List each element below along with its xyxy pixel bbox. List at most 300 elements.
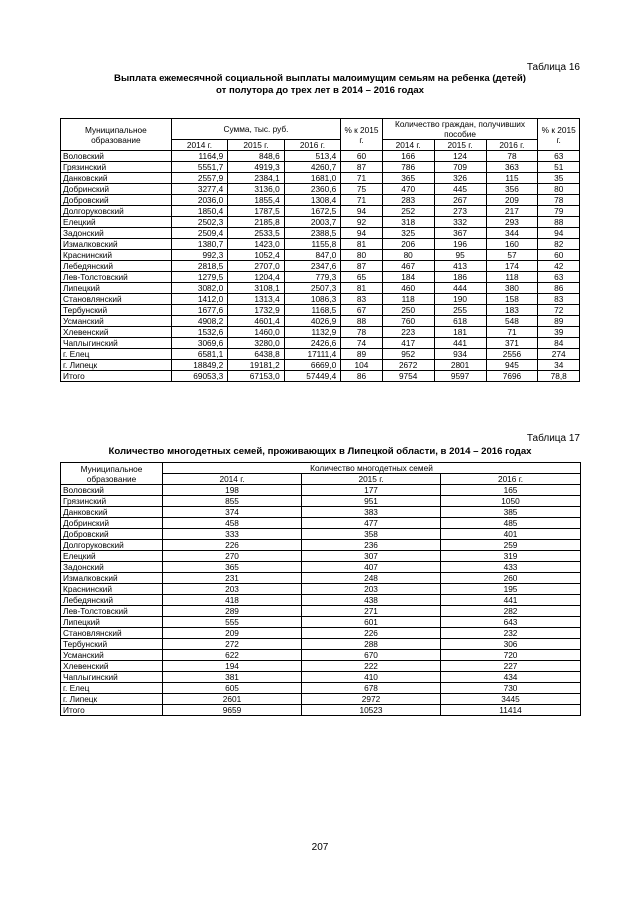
value-cell: 227 xyxy=(441,661,581,672)
value-cell: 441 xyxy=(441,595,581,606)
municipal-name-cell: Краснинский xyxy=(61,584,163,595)
value-cell: 1155,8 xyxy=(284,239,341,250)
value-cell: 222 xyxy=(302,661,441,672)
value-cell: 367 xyxy=(434,228,486,239)
table16 xyxy=(60,118,580,382)
value-cell: 86 xyxy=(341,371,383,382)
table-row xyxy=(61,294,580,305)
value-cell: 67153,0 xyxy=(228,371,285,382)
value-cell: 4026,9 xyxy=(284,316,341,327)
table-row xyxy=(61,305,580,316)
municipal-name-cell: Чаплыгинский xyxy=(61,672,163,683)
municipal-name-cell: г. Елец xyxy=(61,683,163,694)
table-row xyxy=(61,151,580,162)
value-cell: 289 xyxy=(163,606,302,617)
value-cell: 1423,0 xyxy=(228,239,285,250)
value-cell: 513,4 xyxy=(284,151,341,162)
table-row xyxy=(61,316,580,327)
value-cell: 72 xyxy=(538,305,580,316)
value-cell: 174 xyxy=(486,261,538,272)
table-row xyxy=(61,360,580,371)
value-cell: 307 xyxy=(302,551,441,562)
municipal-name-cell: Воловский xyxy=(61,151,172,162)
value-cell: 555 xyxy=(163,617,302,628)
value-cell: 60 xyxy=(341,151,383,162)
value-cell: 80 xyxy=(341,250,383,261)
value-cell: 2557,9 xyxy=(171,173,228,184)
table16-caption: Таблица 16 xyxy=(526,62,580,73)
table-row xyxy=(61,573,581,584)
value-cell: 3108,1 xyxy=(228,283,285,294)
value-cell: 2601 xyxy=(163,694,302,705)
value-cell: 1050 xyxy=(441,496,581,507)
table-row xyxy=(61,228,580,239)
value-cell: 89 xyxy=(341,349,383,360)
value-cell: 477 xyxy=(302,518,441,529)
value-cell: 1052,4 xyxy=(228,250,285,261)
table-row xyxy=(61,217,580,228)
value-cell: 94 xyxy=(341,228,383,239)
value-cell: 670 xyxy=(302,650,441,661)
header-sum-2016: 2016 г. xyxy=(284,140,341,151)
municipal-name-cell: Елецкий xyxy=(61,551,163,562)
value-cell: 271 xyxy=(302,606,441,617)
value-cell: 6581,1 xyxy=(171,349,228,360)
value-cell: 470 xyxy=(382,184,434,195)
value-cell: 190 xyxy=(434,294,486,305)
value-cell: 84 xyxy=(538,338,580,349)
value-cell: 104 xyxy=(341,360,383,371)
value-cell: 7696 xyxy=(486,371,538,382)
value-cell: 74 xyxy=(341,338,383,349)
municipal-name-cell: Усманский xyxy=(61,650,163,661)
value-cell: 383 xyxy=(302,507,441,518)
value-cell: 374 xyxy=(163,507,302,518)
value-cell: 6669,0 xyxy=(284,360,341,371)
value-cell: 51 xyxy=(538,162,580,173)
value-cell: 344 xyxy=(486,228,538,239)
header17-2016: 2016 г. xyxy=(441,474,581,485)
value-cell: 485 xyxy=(441,518,581,529)
value-cell: 410 xyxy=(302,672,441,683)
value-cell: 5551,7 xyxy=(171,162,228,173)
table-row xyxy=(61,672,581,683)
municipal-name-cell: Лебедянский xyxy=(61,595,163,606)
value-cell: 9754 xyxy=(382,371,434,382)
header-sum: Сумма, тыс. руб. xyxy=(171,119,341,140)
value-cell: 63 xyxy=(538,151,580,162)
value-cell: 1672,5 xyxy=(284,206,341,217)
value-cell: 226 xyxy=(163,540,302,551)
value-cell: 181 xyxy=(434,327,486,338)
municipal-name-cell: Липецкий xyxy=(61,283,172,294)
value-cell: 458 xyxy=(163,518,302,529)
municipal-name-cell: Елецкий xyxy=(61,217,172,228)
value-cell: 34 xyxy=(538,360,580,371)
value-cell: 283 xyxy=(382,195,434,206)
municipal-name-cell: Данковский xyxy=(61,507,163,518)
value-cell: 63 xyxy=(538,272,580,283)
table-row xyxy=(61,250,580,261)
municipal-name-cell: Воловский xyxy=(61,485,163,496)
value-cell: 1279,5 xyxy=(171,272,228,283)
value-cell: 75 xyxy=(341,184,383,195)
table-row xyxy=(61,261,580,272)
table-row xyxy=(61,173,580,184)
table-row xyxy=(61,239,580,250)
header17-2014: 2014 г. xyxy=(163,474,302,485)
municipal-name-cell: г. Липецк xyxy=(61,360,172,371)
value-cell: 293 xyxy=(486,217,538,228)
value-cell: 2185,8 xyxy=(228,217,285,228)
value-cell: 2003,7 xyxy=(284,217,341,228)
value-cell: 1850,4 xyxy=(171,206,228,217)
value-cell: 418 xyxy=(163,595,302,606)
value-cell: 71 xyxy=(341,195,383,206)
table-row xyxy=(61,327,580,338)
value-cell: 83 xyxy=(341,294,383,305)
value-cell: 356 xyxy=(486,184,538,195)
table-row xyxy=(61,661,581,672)
table-row xyxy=(61,628,581,639)
table17 xyxy=(60,462,581,716)
value-cell: 88 xyxy=(341,316,383,327)
value-cell: 381 xyxy=(163,672,302,683)
value-cell: 17111,4 xyxy=(284,349,341,360)
value-cell: 6438,8 xyxy=(228,349,285,360)
value-cell: 2036,0 xyxy=(171,195,228,206)
value-cell: 232 xyxy=(441,628,581,639)
value-cell: 35 xyxy=(538,173,580,184)
value-cell: 385 xyxy=(441,507,581,518)
value-cell: 2507,3 xyxy=(284,283,341,294)
value-cell: 209 xyxy=(486,195,538,206)
value-cell: 4908,2 xyxy=(171,316,228,327)
value-cell: 2556 xyxy=(486,349,538,360)
value-cell: 267 xyxy=(434,195,486,206)
municipal-name-cell: Добровский xyxy=(61,529,163,540)
value-cell: 325 xyxy=(382,228,434,239)
value-cell: 371 xyxy=(486,338,538,349)
municipal-name-cell: Чаплыгинский xyxy=(61,338,172,349)
municipal-name-cell: Долгоруковский xyxy=(61,206,172,217)
value-cell: 184 xyxy=(382,272,434,283)
value-cell: 951 xyxy=(302,496,441,507)
value-cell: 198 xyxy=(163,485,302,496)
municipal-name-cell: Усманский xyxy=(61,316,172,327)
value-cell: 78 xyxy=(486,151,538,162)
table-row xyxy=(61,694,581,705)
value-cell: 71 xyxy=(486,327,538,338)
municipal-name-cell: Липецкий xyxy=(61,617,163,628)
value-cell: 80 xyxy=(382,250,434,261)
table-row xyxy=(61,595,581,606)
municipal-name-cell: г. Елец xyxy=(61,349,172,360)
value-cell: 413 xyxy=(434,261,486,272)
value-cell: 67 xyxy=(341,305,383,316)
value-cell: 3082,0 xyxy=(171,283,228,294)
value-cell: 2509,4 xyxy=(171,228,228,239)
value-cell: 319 xyxy=(441,551,581,562)
value-cell: 60 xyxy=(538,250,580,261)
value-cell: 760 xyxy=(382,316,434,327)
value-cell: 194 xyxy=(163,661,302,672)
value-cell: 730 xyxy=(441,683,581,694)
value-cell: 1532,6 xyxy=(171,327,228,338)
header-sum-2014: 2014 г. xyxy=(171,140,228,151)
value-cell: 42 xyxy=(538,261,580,272)
value-cell: 433 xyxy=(441,562,581,573)
table16-title-line1: Выплата ежемесячной социальной выплаты малоимущим семьям на ребенка (детей) xyxy=(114,73,526,84)
value-cell: 678 xyxy=(302,683,441,694)
municipal-name-cell: Итого xyxy=(61,371,172,382)
value-cell: 401 xyxy=(441,529,581,540)
table-row xyxy=(61,540,581,551)
value-cell: 79 xyxy=(538,206,580,217)
table-row xyxy=(61,195,580,206)
value-cell: 236 xyxy=(302,540,441,551)
header-citizens-2015: 2015 г. xyxy=(434,140,486,151)
value-cell: 78 xyxy=(341,327,383,338)
value-cell: 434 xyxy=(441,672,581,683)
value-cell: 2502,3 xyxy=(171,217,228,228)
value-cell: 326 xyxy=(434,173,486,184)
value-cell: 3445 xyxy=(441,694,581,705)
table-row xyxy=(61,683,581,694)
value-cell: 270 xyxy=(163,551,302,562)
value-cell: 2384,1 xyxy=(228,173,285,184)
value-cell: 1787,5 xyxy=(228,206,285,217)
value-cell: 65 xyxy=(341,272,383,283)
value-cell: 87 xyxy=(341,261,383,272)
municipal-name-cell: Тербунский xyxy=(61,639,163,650)
value-cell: 1308,4 xyxy=(284,195,341,206)
municipal-name-cell: Становлянский xyxy=(61,628,163,639)
value-cell: 206 xyxy=(382,239,434,250)
value-cell: 226 xyxy=(302,628,441,639)
table-row xyxy=(61,650,581,661)
value-cell: 2360,6 xyxy=(284,184,341,195)
value-cell: 1168,5 xyxy=(284,305,341,316)
value-cell: 2347,6 xyxy=(284,261,341,272)
value-cell: 196 xyxy=(434,239,486,250)
table-row xyxy=(61,606,581,617)
municipal-name-cell: Добровский xyxy=(61,195,172,206)
value-cell: 223 xyxy=(382,327,434,338)
value-cell: 2388,5 xyxy=(284,228,341,239)
value-cell: 165 xyxy=(441,485,581,496)
value-cell: 4601,4 xyxy=(228,316,285,327)
table16-title-line2: от полутора до трех лет в 2014 – 2016 годах xyxy=(216,85,424,96)
table-row xyxy=(61,705,581,716)
value-cell: 160 xyxy=(486,239,538,250)
table-row xyxy=(61,338,580,349)
header-citizens-2016: 2016 г. xyxy=(486,140,538,151)
value-cell: 9597 xyxy=(434,371,486,382)
table-row xyxy=(61,639,581,650)
value-cell: 80 xyxy=(538,184,580,195)
header-pct: % к 2015 г. xyxy=(341,119,383,151)
value-cell: 231 xyxy=(163,573,302,584)
table17-title: Количество многодетных семей, проживающих в Липецкой области, в 2014 – 2016 годах xyxy=(108,446,532,457)
value-cell: 158 xyxy=(486,294,538,305)
value-cell: 3069,6 xyxy=(171,338,228,349)
value-cell: 952 xyxy=(382,349,434,360)
table-row xyxy=(61,349,580,360)
value-cell: 1412,0 xyxy=(171,294,228,305)
table-row xyxy=(61,485,581,496)
value-cell: 209 xyxy=(163,628,302,639)
municipal-name-cell: Грязинский xyxy=(61,496,163,507)
value-cell: 2972 xyxy=(302,694,441,705)
table-row xyxy=(61,206,580,217)
value-cell: 260 xyxy=(441,573,581,584)
value-cell: 195 xyxy=(441,584,581,595)
value-cell: 71 xyxy=(341,173,383,184)
value-cell: 273 xyxy=(434,206,486,217)
header-citizens: Количество граждан, получивших пособие xyxy=(382,119,538,140)
municipal-name-cell: Долгоруковский xyxy=(61,540,163,551)
value-cell: 779,3 xyxy=(284,272,341,283)
municipal-name-cell: Итого xyxy=(61,705,163,716)
value-cell: 306 xyxy=(441,639,581,650)
value-cell: 601 xyxy=(302,617,441,628)
municipal-name-cell: Лев-Толстовский xyxy=(61,272,172,283)
value-cell: 83 xyxy=(538,294,580,305)
table-row xyxy=(61,518,581,529)
table-row xyxy=(61,496,581,507)
municipal-name-cell: Лев-Толстовский xyxy=(61,606,163,617)
table-row xyxy=(61,162,580,173)
value-cell: 186 xyxy=(434,272,486,283)
value-cell: 1132,9 xyxy=(284,327,341,338)
table17-caption: Таблица 17 xyxy=(526,433,580,444)
value-cell: 118 xyxy=(382,294,434,305)
value-cell: 203 xyxy=(163,584,302,595)
value-cell: 934 xyxy=(434,349,486,360)
value-cell: 318 xyxy=(382,217,434,228)
value-cell: 643 xyxy=(441,617,581,628)
value-cell: 282 xyxy=(441,606,581,617)
municipal-name-cell: Становлянский xyxy=(61,294,172,305)
municipal-name-cell: Данковский xyxy=(61,173,172,184)
municipal-name-cell: Лебедянский xyxy=(61,261,172,272)
value-cell: 39 xyxy=(538,327,580,338)
value-cell: 333 xyxy=(163,529,302,540)
value-cell: 87 xyxy=(341,162,383,173)
table-row xyxy=(61,283,580,294)
value-cell: 1460,0 xyxy=(228,327,285,338)
value-cell: 183 xyxy=(486,305,538,316)
header17-count: Количество многодетных семей xyxy=(163,463,581,474)
value-cell: 1164,9 xyxy=(171,151,228,162)
municipal-name-cell: Краснинский xyxy=(61,250,172,261)
value-cell: 445 xyxy=(434,184,486,195)
value-cell: 18849,2 xyxy=(171,360,228,371)
value-cell: 78 xyxy=(538,195,580,206)
value-cell: 3136,0 xyxy=(228,184,285,195)
header-sum-2015: 2015 г. xyxy=(228,140,285,151)
value-cell: 407 xyxy=(302,562,441,573)
value-cell: 252 xyxy=(382,206,434,217)
value-cell: 605 xyxy=(163,683,302,694)
municipal-name-cell: Тербунский xyxy=(61,305,172,316)
header-citizens-2014: 2014 г. xyxy=(382,140,434,151)
municipal-name-cell: Задонский xyxy=(61,562,163,573)
value-cell: 417 xyxy=(382,338,434,349)
value-cell: 9659 xyxy=(163,705,302,716)
value-cell: 288 xyxy=(302,639,441,650)
value-cell: 1855,4 xyxy=(228,195,285,206)
value-cell: 444 xyxy=(434,283,486,294)
value-cell: 1204,4 xyxy=(228,272,285,283)
value-cell: 1313,4 xyxy=(228,294,285,305)
value-cell: 259 xyxy=(441,540,581,551)
municipal-name-cell: г. Липецк xyxy=(61,694,163,705)
table-row xyxy=(61,617,581,628)
table-row xyxy=(61,371,580,382)
value-cell: 19181,2 xyxy=(228,360,285,371)
value-cell: 95 xyxy=(434,250,486,261)
table-row xyxy=(61,584,581,595)
value-cell: 3280,0 xyxy=(228,338,285,349)
value-cell: 365 xyxy=(382,173,434,184)
value-cell: 945 xyxy=(486,360,538,371)
value-cell: 847,0 xyxy=(284,250,341,261)
value-cell: 94 xyxy=(538,228,580,239)
value-cell: 274 xyxy=(538,349,580,360)
value-cell: 2818,5 xyxy=(171,261,228,272)
value-cell: 358 xyxy=(302,529,441,540)
municipal-name-cell: Хлевенский xyxy=(61,327,172,338)
value-cell: 82 xyxy=(538,239,580,250)
value-cell: 81 xyxy=(341,239,383,250)
value-cell: 124 xyxy=(434,151,486,162)
table-row xyxy=(61,184,580,195)
value-cell: 86 xyxy=(538,283,580,294)
value-cell: 622 xyxy=(163,650,302,661)
value-cell: 467 xyxy=(382,261,434,272)
value-cell: 992,3 xyxy=(171,250,228,261)
municipal-name-cell: Грязинский xyxy=(61,162,172,173)
table16-title xyxy=(60,73,580,97)
value-cell: 2426,6 xyxy=(284,338,341,349)
header-pct2: % к 2015 г. xyxy=(538,119,580,151)
value-cell: 78,8 xyxy=(538,371,580,382)
value-cell: 115 xyxy=(486,173,538,184)
value-cell: 786 xyxy=(382,162,434,173)
value-cell: 10523 xyxy=(302,705,441,716)
value-cell: 438 xyxy=(302,595,441,606)
value-cell: 11414 xyxy=(441,705,581,716)
value-cell: 118 xyxy=(486,272,538,283)
value-cell: 380 xyxy=(486,283,538,294)
value-cell: 2801 xyxy=(434,360,486,371)
municipal-name-cell: Измалковский xyxy=(61,239,172,250)
value-cell: 81 xyxy=(341,283,383,294)
value-cell: 332 xyxy=(434,217,486,228)
value-cell: 57449,4 xyxy=(284,371,341,382)
value-cell: 255 xyxy=(434,305,486,316)
value-cell: 272 xyxy=(163,639,302,650)
value-cell: 365 xyxy=(163,562,302,573)
value-cell: 848,6 xyxy=(228,151,285,162)
value-cell: 618 xyxy=(434,316,486,327)
value-cell: 177 xyxy=(302,485,441,496)
value-cell: 89 xyxy=(538,316,580,327)
value-cell: 441 xyxy=(434,338,486,349)
value-cell: 363 xyxy=(486,162,538,173)
